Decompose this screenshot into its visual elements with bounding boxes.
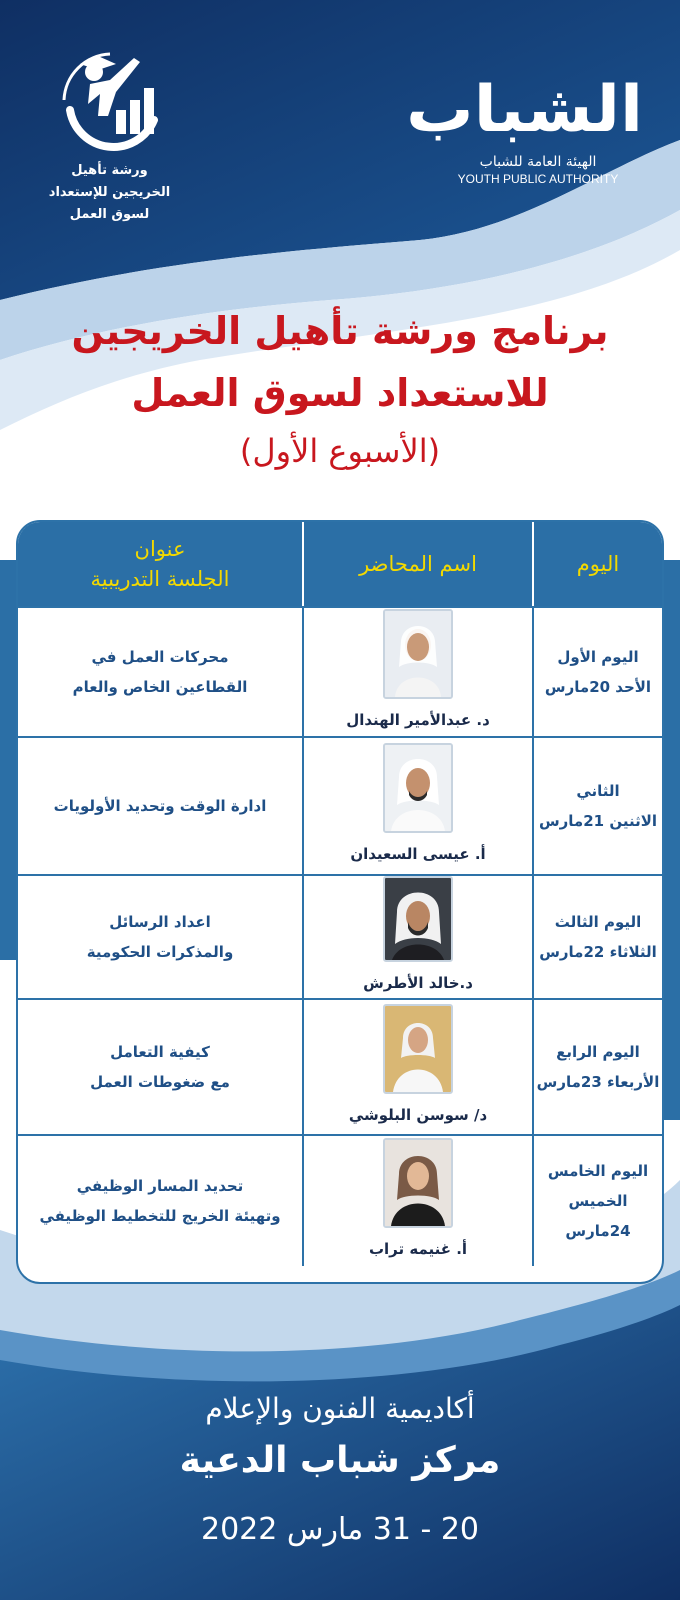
lecturer-cell bbox=[302, 876, 532, 998]
day-name: اليوم الرابع bbox=[556, 1043, 640, 1061]
lecturer-name: أ. غنيمه تراب bbox=[368, 1240, 468, 1258]
session-title-line-2: مع ضغوطات العمل bbox=[90, 1073, 230, 1091]
session-title-line-2: القطاعين الخاص والعام bbox=[72, 678, 248, 696]
table-row bbox=[18, 606, 662, 736]
lecturer-photo bbox=[383, 609, 453, 699]
day-date: الأربعاء 23مارس bbox=[536, 1073, 660, 1091]
lecturer-photo bbox=[383, 1004, 453, 1094]
youth-authority-logo bbox=[406, 70, 643, 240]
workshop-logo-line-1: ورشة تأهيل bbox=[71, 163, 148, 178]
header-session-line-1: عنوان bbox=[134, 537, 186, 561]
session-cell bbox=[18, 876, 302, 998]
table-row bbox=[18, 736, 662, 874]
session-title-line-2: وتهيئة الخريج للتخطيط الوظيفي bbox=[39, 1207, 281, 1225]
session-title-line-1: محركات العمل في bbox=[91, 648, 229, 666]
header-session bbox=[18, 522, 302, 606]
week-label: (الأسبوع الأول) bbox=[239, 432, 441, 470]
table-header-row bbox=[18, 522, 662, 606]
program-title bbox=[0, 300, 680, 424]
session-title-line-2: والمذكرات الحكومية bbox=[86, 943, 234, 961]
session-title-line-1: اعداد الرسائل bbox=[109, 913, 211, 931]
lecturer-name: أ. عيسى السعيدان bbox=[350, 845, 486, 863]
day-date: الخميس 24مارس bbox=[565, 1192, 631, 1240]
lecturer-name: د. عبدالأمير الهندال bbox=[346, 711, 490, 729]
graduate-icon bbox=[50, 40, 170, 160]
header-day: اليوم bbox=[532, 522, 662, 606]
workshop-logo-line-3: لسوق العمل bbox=[69, 207, 150, 222]
lecturer-cell bbox=[302, 738, 532, 874]
session-cell bbox=[18, 738, 302, 874]
program-title-line-1: برنامج ورشة تأهيل الخريجين bbox=[71, 309, 609, 353]
lecturer-name: د.خالد الأطرش bbox=[363, 974, 473, 992]
academy-name: أكاديمية الفنون والإعلام bbox=[205, 1392, 475, 1425]
session-title-line-1: كيفية التعامل bbox=[110, 1043, 210, 1061]
day-date: الثلاثاء 22مارس bbox=[539, 943, 657, 961]
day-cell bbox=[532, 876, 662, 998]
session-cell bbox=[18, 1136, 302, 1266]
day-date: الأحد 20مارس bbox=[544, 678, 652, 696]
table-row bbox=[18, 874, 662, 998]
day-date: الاثنين 21مارس bbox=[538, 812, 658, 830]
lecturer-photo bbox=[383, 743, 453, 833]
lecturer-name: د/ سوسن البلوشي bbox=[348, 1106, 488, 1124]
day-cell bbox=[532, 608, 662, 736]
authority-name-en: YOUTH PUBLIC AUTHORITY bbox=[457, 172, 619, 186]
table-row bbox=[18, 998, 662, 1134]
table-row bbox=[18, 1134, 662, 1266]
session-title-line-1: تحديد المسار الوظيفي bbox=[76, 1177, 244, 1195]
workshop-logo-line-2: الخريجين للإستعداد bbox=[48, 185, 171, 200]
lecturer-cell bbox=[302, 1000, 532, 1134]
session-cell bbox=[18, 608, 302, 736]
day-cell bbox=[532, 738, 662, 874]
header-lecturer: اسم المحاضر bbox=[302, 522, 532, 606]
schedule-table bbox=[16, 520, 664, 1284]
day-name: اليوم الثالث bbox=[554, 913, 642, 931]
lecturer-cell bbox=[302, 1136, 532, 1266]
session-cell bbox=[18, 1000, 302, 1134]
day-cell bbox=[532, 1000, 662, 1134]
center-name: مركز شباب الدعية bbox=[179, 1440, 501, 1481]
lecturer-photo bbox=[383, 876, 453, 962]
program-title-line-2: للاستعداد لسوق العمل bbox=[131, 371, 549, 415]
logo-wordmark: الشباب bbox=[406, 73, 643, 147]
lecturer-cell bbox=[302, 608, 532, 736]
day-cell bbox=[532, 1136, 662, 1266]
lecturer-photo bbox=[383, 1138, 453, 1228]
day-name: الثاني bbox=[576, 782, 620, 800]
session-title-line-1: ادارة الوقت وتحديد الأولويات bbox=[53, 797, 267, 815]
day-name: اليوم الأول bbox=[557, 648, 639, 666]
authority-name-ar: الهيئة العامة للشباب bbox=[479, 154, 597, 170]
day-name: اليوم الخامس bbox=[547, 1162, 649, 1180]
header-session-line-2: الجلسة التدريبية bbox=[90, 567, 230, 591]
event-dates: 20 - 31 مارس 2022 bbox=[200, 1512, 480, 1547]
workshop-logo bbox=[42, 40, 177, 250]
